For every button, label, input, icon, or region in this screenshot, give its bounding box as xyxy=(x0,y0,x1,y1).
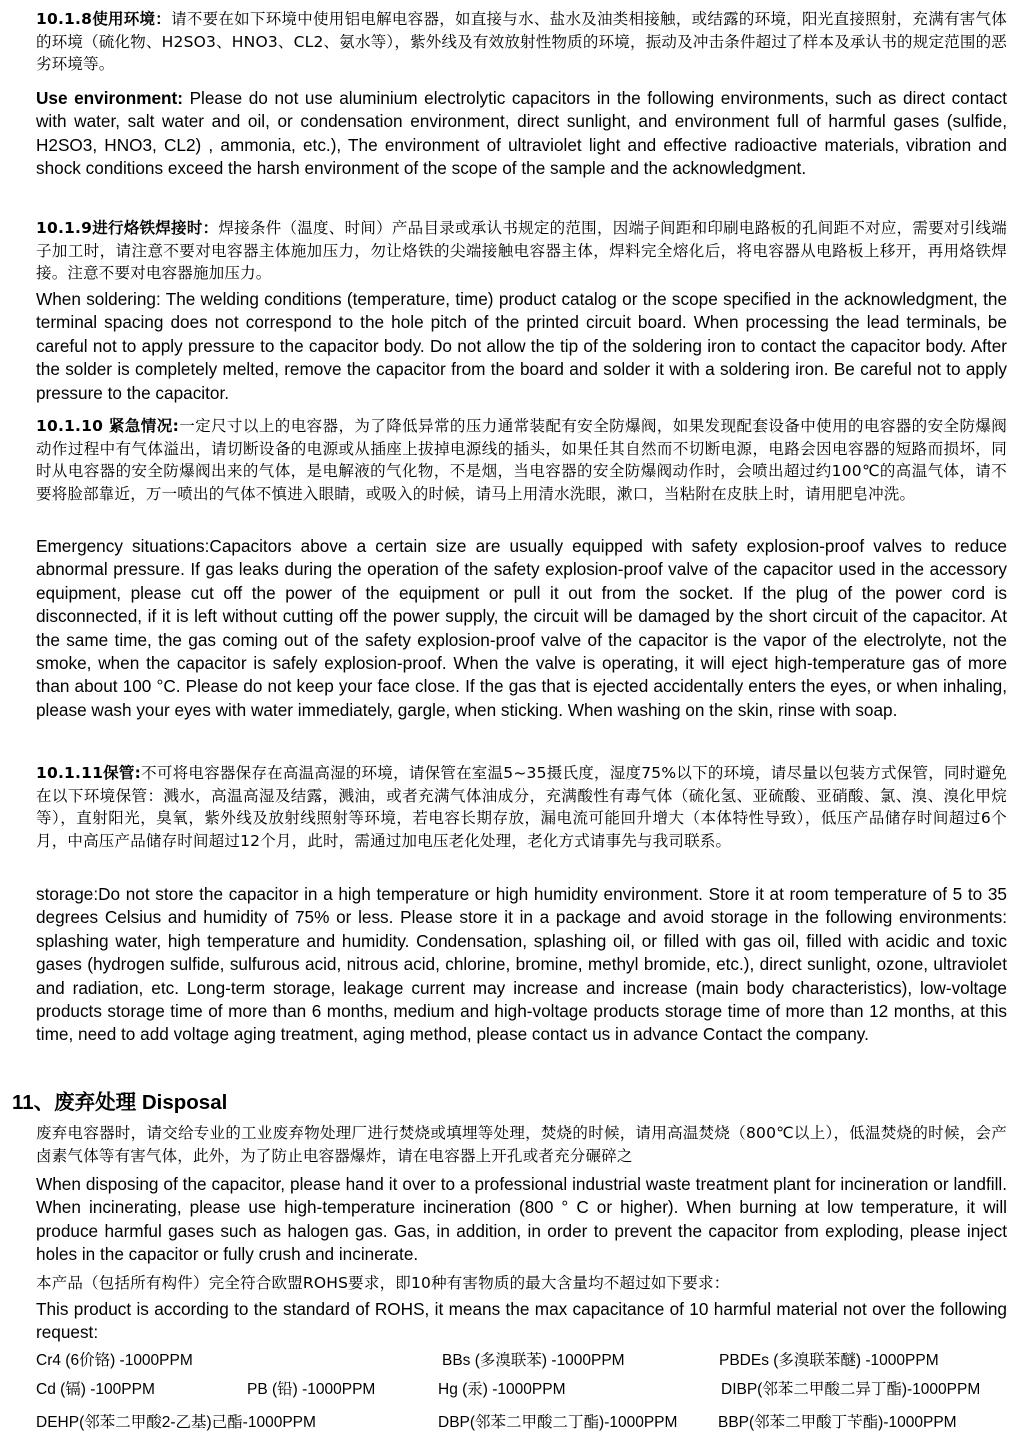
limit-hg: Hg (汞) -1000PPM xyxy=(438,1381,566,1398)
section-10-1-8-en-body: Please do not use aluminium electrolytic capacitors in the following environments, such as direct contact with water, salt water and oil, or condensation environment, direct sunlight, and environment full of harmful gases (sulfide, H2SO3, HNO3, CL2) , ammonia, etc.), The environment of ultraviolet light and effective radioactive materials, vibration and shock conditions exceed the harsh environment of the scope of the sample and the acknowledgment. xyxy=(36,88,1007,179)
section-11-heading: 11、废弃处理 Disposal xyxy=(12,1091,228,1114)
limit-cr4: Cr4 (6价铬) -1000PPM xyxy=(36,1352,193,1369)
section-11-en: When disposing of the capacitor, please hand it over to a professional industrial waste treatment plant for incineration or landfill. When incinerating, please use high-temperature incineration (800 ° C or higher). When burning at low temperature, it will produce harmful gases such as halogen gas. Gas, in addition, in order to prevent the capacitor from exploding, please inject holes in the capacitor or fully crush and incinerate. xyxy=(36,1174,1007,1265)
section-10-1-8-en-title: Use environment: xyxy=(36,88,183,108)
limit-pbdes: PBDEs (多溴联苯醚) -1000PPM xyxy=(719,1352,939,1369)
section-10-1-8-en xyxy=(36,87,1007,181)
section-10-1-9-en: When soldering: The welding conditions (temperature, time) product catalog or the scope specified in the acknowledgment, the terminal spacing does not correspond to the hole pitch of the printed circuit board. When processing the lead terminals, be careful not to apply pressure to the capacitor body. Do not allow the tip of the soldering iron to contact the capacitor body. After the solder is completely melted, remove the capacitor from the board and solder it with a soldering iron. Be careful not to apply pressure to the capacitor. xyxy=(36,289,1007,403)
rohs-statement-en: This product is according to the standard of ROHS, it means the max capacitance of 10 harmful material not over the following request: xyxy=(36,1299,1007,1343)
section-10-1-11-en: storage:Do not store the capacitor in a high temperature or high humidity environment. Store it at room temperature of 5 to 35 degrees Celsius and humidity of 75% or less. Please store it in a package and avoid storage in the following environments: splashing water, high temperature and humidity. Condensation, splashing oil, or filled with gas oil, filled with acidic and toxic gases (hydrogen sulfide, sulfurous acid, nitrous acid, chlorine, bromine, methyl bromide, etc.), direct sunlight, ozone, ultraviolet and radiation, etc. Long-term storage, leakage current may increase and increase (main body characteristics), low-voltage products storage time of more than 6 months, medium and high-voltage products storage time of more than 12 months, at this time, need to add voltage aging treatment, aging method, please contact us in advance Contact the company. xyxy=(36,884,1007,1045)
section-10-1-8-zh xyxy=(36,8,1007,76)
section-10-1-11-title: 10.1.11保管: xyxy=(36,764,142,782)
section-10-1-11-zh xyxy=(36,762,1007,852)
limit-bbp: BBP(邻苯二甲酸丁苄酯)-1000PPM xyxy=(718,1414,957,1431)
section-10-1-10-en: Emergency situations:Capacitors above a certain size are usually equipped with safety explosion-proof valves to reduce abnormal pressure. If gas leaks during the operation of the safety explosion-proof valve of the capacitor used in the accessory equipment, please cut off the power of the equipment or pull it out from the socket. If the plug of the power cord is disconnected, if it is left without cutting off the power supply, the circuit will be damaged by the short circuit of the capacitor. At the same time, the gas coming out of the safety explosion-proof valve of the capacitor is the vapor of the electrolyte, not the smoke, when the capacitor is safely explosion-proof. When the valve is operating, it will eject high-temperature gas of more than about 100 °C. Please do not keep your face close. If the gas that is ejected accidentally enters the eyes, or when inhaling, please wash your eyes with water immediately, gargle, when sticking. When washing on the skin, rinse with soap. xyxy=(36,536,1007,720)
section-10-1-8-zh-body: 请不要在如下环境中使用铝电解电容器，如直接与水、盐水及油类相接触，或结露的环境，阳光直接照射，充满有害气体的环境（硫化物、H2SO3、HNO3、CL2、氨水等），紫外线及有效放射性物质的环境，振动及冲击条件超过了样本及承认书的规定范围的恶劣环境等。 xyxy=(36,10,1007,73)
section-10-1-9-title: 10.1.9进行烙铁焊接时： xyxy=(36,219,219,237)
limit-dehp: DEHP(邻苯二甲酸2-乙基)己酯-1000PPM xyxy=(36,1414,316,1431)
limit-pb: PB (铅) -1000PPM xyxy=(247,1381,376,1398)
section-10-1-10-title: 10.1.10 紧急情况: xyxy=(36,417,180,435)
section-10-1-9-zh xyxy=(36,217,1007,285)
section-10-1-10-zh xyxy=(36,415,1007,505)
limit-cd: Cd (镉) -100PPM xyxy=(36,1381,155,1398)
section-11-zh: 废弃电容器时，请交给专业的工业废弃物处理厂进行焚烧或填埋等处理，焚烧的时候，请用高温焚烧（800℃以上），低温焚烧的时候，会产卤素气体等有害气体，此外，为了防止电容器爆炸，请在电容器上开孔或者充分碾碎之 xyxy=(36,1124,1007,1165)
limit-bbs: BBs (多溴联苯) -1000PPM xyxy=(442,1352,625,1369)
rohs-statement-zh: 本产品（包括所有构件）完全符合欧盟ROHS要求，即10种有害物质的最大含量均不超过如下要求： xyxy=(36,1274,730,1292)
section-10-1-9-zh-body: 焊接条件（温度、时间）产品目录或承认书规定的范围，因端子间距和印刷电路板的孔间距不对应，需要对引线端子加工时，请注意不要对电容器主体施加压力，勿让烙铁的尖端接触电容器主体，焊料完全熔化后，将电容器从电路板上移开，再用烙铁焊接。注意不要对电容器施加压力。 xyxy=(36,219,1007,282)
section-10-1-10-zh-body: 一定尺寸以上的电容器，为了降低异常的压力通常装配有安全防爆阀，如果发现配套设备中使用的电容器的安全防爆阀动作过程中有气体溢出，请切断设备的电源或从插座上拔掉电源线的插头，如果任其自然而不切断电源，电路会因电容器的短路而损坏，同时从电容器的安全防爆阀出来的气体，是电解液的气化物，不是烟，当电容器的安全防爆阀动作时，会喷出超过约100℃的高温气体，请不要将脸部靠近，万一喷出的气体不慎进入眼睛，或吸入的时候，请马上用清水洗眼，漱口，当粘附在皮肤上时，请用肥皂冲洗。 xyxy=(36,417,1007,503)
limit-dbp: DBP(邻苯二甲酸二丁酯)-1000PPM xyxy=(438,1414,678,1431)
section-10-1-8-title: 10.1.8使用环境： xyxy=(36,10,172,28)
limit-dibp: DIBP(邻苯二甲酸二异丁酯)-1000PPM xyxy=(721,1381,981,1398)
section-10-1-11-zh-body: 不可将电容器保存在高温高湿的环境，请保管在室温5~35摄氏度，湿度75%以下的环境，请尽量以包装方式保管，同时避免在以下环境保管：溅水，高温高湿及结露，溅油，或者充满气体油成分，充满酸性有毒气体（硫化氢、亚硫酸、亚硝酸、氯、溴、溴化甲烷等），直射阳光，臭氧，紫外线及放射线照射等环境，若电容长期存放，漏电流可能回升增大（本体特性导致），低压产品储存时间超过6个月，中高压产品储存时间超过12个月，此时，需通过加电压老化处理，老化方式请事先与我司联系。 xyxy=(36,764,1007,850)
